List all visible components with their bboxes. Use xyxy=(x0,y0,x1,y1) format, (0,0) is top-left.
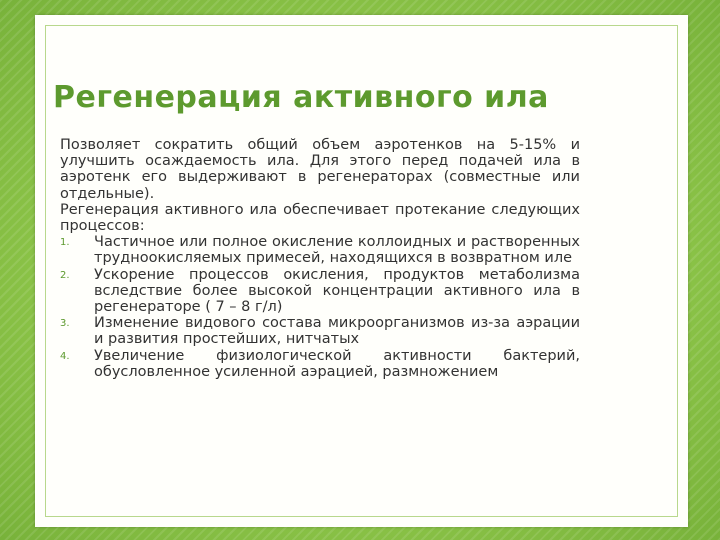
slide-body xyxy=(60,137,580,380)
list-item xyxy=(60,315,580,347)
intro-paragraph: Позволяет сократить общий объем аэротенков на 5-15% и улучшить осаждаемость ила. Для этого перед подачей ила в аэротенк его выдерживают в регенераторах (совместные или отдельные). xyxy=(60,137,580,202)
list-item-text: Изменение видового состава микроорганизмов из-за аэрации и развития простейших, нитчатых xyxy=(94,315,580,348)
list-number: 3. xyxy=(60,318,70,330)
slide-title: Регенерация активного ила xyxy=(53,80,549,115)
list-number: 1. xyxy=(60,237,70,249)
list-item xyxy=(60,234,580,266)
list-item-text: Увеличение физиологической активности бактерий, обусловленное усиленной аэрацией, размножением xyxy=(94,347,580,380)
list-number: 4. xyxy=(60,350,70,362)
list-number: 2. xyxy=(60,269,70,281)
list-item xyxy=(60,267,580,316)
list-item-text: Ускорение процессов окисления, продуктов метаболизма вследствие более высокой концентрации активного ила в регенераторе ( 7 – 8 г/л) xyxy=(94,266,580,316)
process-list xyxy=(60,234,580,380)
list-item xyxy=(60,348,580,380)
lead-paragraph: Регенерация активного ила обеспечивает протекание следующих процессов: xyxy=(60,201,580,235)
list-item-text: Частичное или полное окисление коллоидных и растворенных трудноокисляемых примесей, находящихся в возвратном иле xyxy=(94,234,580,267)
